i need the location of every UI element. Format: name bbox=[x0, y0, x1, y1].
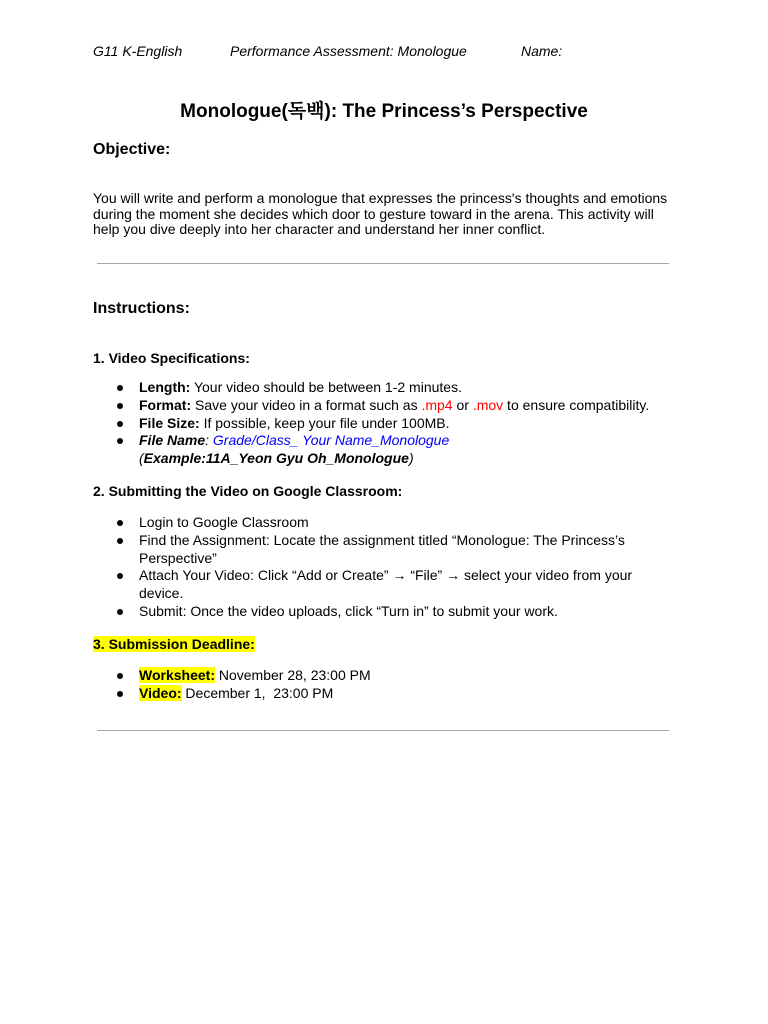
list-item bbox=[93, 603, 677, 621]
file-name-example: Example:11A_Yeon Gyu Oh_Monologue bbox=[143, 450, 409, 466]
format-text-a: Save your video in a format such as bbox=[191, 396, 422, 413]
list-item-format bbox=[93, 397, 677, 415]
bullet-icon bbox=[117, 520, 123, 526]
worksheet-label: Worksheet: bbox=[139, 667, 215, 683]
bullet-icon bbox=[117, 691, 123, 697]
header-assessment: Performance Assessment: Monologue bbox=[230, 43, 467, 59]
length-text: Your video should be between 1-2 minutes. bbox=[190, 379, 462, 395]
step-attach-video: Attach Your Video: Click “Add or Create” → “File” → select your video from your device. bbox=[139, 567, 633, 601]
bullet-icon bbox=[117, 438, 123, 444]
divider-bottom bbox=[97, 730, 669, 731]
bullet-icon bbox=[117, 385, 123, 391]
video-deadline: December 1, 23:00 PM bbox=[181, 684, 334, 701]
bullet-icon bbox=[117, 403, 123, 409]
section3-heading-wrapper bbox=[93, 636, 255, 652]
video-specifications-list bbox=[93, 379, 677, 468]
page-title: Monologue(독백): The Princess’s Perspective bbox=[180, 101, 588, 122]
video-label: Video: bbox=[139, 684, 182, 701]
file-name-value: Grade/Class_ Your Name_Monologue bbox=[212, 432, 450, 449]
example-close: ) bbox=[408, 450, 414, 466]
file-name-label: File Name bbox=[139, 432, 206, 449]
list-item-worksheet-deadline bbox=[93, 667, 677, 685]
list-item-length bbox=[93, 379, 677, 397]
format-text-c: to ensure compatibility. bbox=[503, 396, 650, 413]
format-ext-mov: .mov bbox=[472, 396, 504, 413]
objective-heading: Objective: bbox=[93, 141, 171, 158]
objective-body: You will write and perform a monologue that expresses the princess's thoughts and emotions during the moment she decides which door to gesture toward in the arena. This activity will help you dive deeply into her character and understand her inner conflict. bbox=[93, 190, 668, 238]
header-name-label: Name: bbox=[521, 43, 563, 59]
header-course: G11 K-English bbox=[93, 43, 183, 59]
format-ext-mp4: .mp4 bbox=[421, 396, 453, 413]
list-item-file-name bbox=[93, 432, 677, 468]
list-item bbox=[93, 514, 677, 532]
list-item bbox=[93, 567, 677, 603]
list-item-file-size bbox=[93, 415, 677, 433]
file-name-separator: : bbox=[205, 432, 213, 449]
section1-heading: 1. Video Specifications: bbox=[93, 350, 250, 366]
file-size-text: If possible, keep your file under 100MB. bbox=[199, 414, 450, 431]
step-submit: Submit: Once the video uploads, click “Turn in” to submit your work. bbox=[139, 602, 558, 619]
list-item-video-deadline bbox=[93, 685, 677, 703]
divider-top bbox=[97, 263, 669, 264]
worksheet-deadline: November 28, 23:00 PM bbox=[214, 667, 371, 683]
example-open: ( bbox=[139, 450, 144, 466]
section3-heading: 3. Submission Deadline: bbox=[93, 636, 255, 652]
format-text-b: or bbox=[452, 396, 473, 413]
length-label: Length: bbox=[139, 379, 191, 395]
format-label: Format: bbox=[139, 396, 192, 413]
bullet-icon bbox=[117, 609, 123, 615]
step-find-assignment: Find the Assignment: Locate the assignment titled “Monologue: The Princess’s Perspective” bbox=[139, 531, 625, 566]
bullet-icon bbox=[117, 673, 123, 679]
step-login: Login to Google Classroom bbox=[139, 514, 309, 530]
bullet-icon bbox=[117, 538, 123, 544]
instructions-heading: Instructions: bbox=[93, 300, 190, 317]
bullet-icon bbox=[117, 573, 123, 579]
submission-steps-list bbox=[93, 514, 677, 621]
bullet-icon bbox=[117, 421, 123, 427]
section2-heading: 2. Submitting the Video on Google Classroom: bbox=[93, 483, 403, 499]
file-size-label: File Size: bbox=[139, 414, 200, 431]
list-item bbox=[93, 532, 677, 568]
deadline-list bbox=[93, 667, 677, 703]
